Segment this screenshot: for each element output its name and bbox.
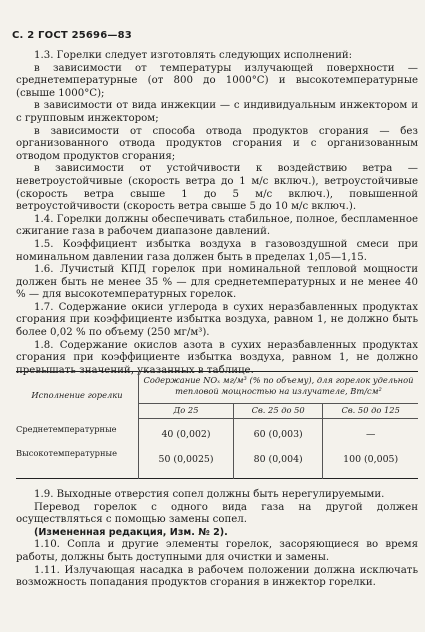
cell: 50 (0,0025): [139, 448, 234, 479]
paragraph-1-7: 1.7. Содержание окиси углерода в сухих неразбавленных продуктах сгорания при коэффициенте избытка воздуха, равном 1, не должно быть более 0,02 % по объему (250 мг/м³).: [16, 301, 418, 339]
row-name: Высокотемпературные: [16, 448, 139, 479]
table-header-name: Исполнение горелки: [16, 372, 139, 419]
table-col-1: До 25: [139, 403, 234, 418]
table-row: [16, 418, 418, 448]
body-text: [16, 50, 418, 377]
paragraph-temperature: в зависимости от температуры излучающей поверхности — среднетемпературные (от 800 до 1000°С) и высокотемпературные (свыше 1000°С);: [16, 62, 418, 99]
paragraph-1-3: 1.3. Горелки следует изготовлять следующих исполнений:: [34, 50, 353, 61]
paragraph-1-6: 1.6. Лучистый КПД горелок при номинальной тепловой мощности должен быть не менее 35 % — для среднетемпературных и не менее 40 % — для высокотемпературных горелок.: [16, 264, 418, 301]
revision-note: (Измененная редакция, Изм. № 2).: [34, 526, 228, 538]
cell: 60 (0,003): [234, 418, 323, 448]
paragraph-nozzle-change: Перевод горелок с одного вида газа на другой должен осуществляться с помощью замены сопел.: [16, 501, 418, 526]
paragraph-injection: в зависимости от вида инжекции — с индивидуальным инжектором и с групповым инжектором;: [16, 100, 418, 124]
paragraph-1-8: 1.8. Содержание окислов азота в сухих неразбавленных продуктах сгорания при коэффициенте избытка воздуха, равном 1, не должно превышать значений, указанных в таблице.: [16, 339, 418, 376]
after-table-text: [16, 489, 418, 590]
paragraph-1-4: 1.4. Горелки должны обеспечивать стабильное, полное, беспламенное сжигание газа в рабочем диапазоне давлений.: [16, 213, 418, 238]
cell: 100 (0,005): [343, 454, 399, 465]
cell: —: [365, 428, 376, 440]
table-col-2: Св. 25 до 50: [234, 403, 323, 418]
row-name: Среднетемпературные: [16, 418, 139, 448]
paragraph-1-11: 1.11. Излучающая насадка в рабочем положении должна исключать возможность попадания продуктов сгорания в инжектор горелки.: [16, 564, 418, 589]
table-col-3: Св. 50 до 125: [323, 403, 418, 418]
page-header: С. 2 ГОСТ 25696—83: [12, 30, 132, 41]
paragraph-exhaust: в зависимости от способа отвода продуктов сгорания — без организованного отвода продуктов сгорания и с организованным отводом продуктов сгорания;: [16, 125, 418, 162]
nox-table: [16, 371, 418, 479]
table-header-main: Содержание NOₓ мг/м³ (% по объему), для горелок удельной тепловой мощностью на излучателе, Вт/см²: [139, 372, 419, 404]
paragraph-1-10: 1.10. Сопла и другие элементы горелок, засоряющиеся во время работы, должны быть доступными для очистки и замены.: [16, 539, 418, 563]
paragraph-wind: в зависимости от устойчивости к воздействию ветра — неветроустойчивые (скорость ветра до 1 м/с включ.), ветроустойчивые (скорость ветра свыше 1 до 5 м/с включ.), повышенной ветроустойчивости (скорость ветра свыше 5 до 10 м/с включ.).: [16, 163, 418, 213]
cell: 40 (0,002): [139, 418, 234, 448]
paragraph-1-5: 1.5. Коэффициент избытка воздуха в газовоздушной смеси при номинальном давлении газа должен быть в пределах 1,05—1,15.: [16, 238, 418, 263]
cell: 80 (0,004): [234, 448, 323, 479]
table-row: [16, 448, 418, 479]
paragraph-1-9: 1.9. Выходные отверстия сопел должны быть нерегулируемыми.: [34, 489, 385, 500]
